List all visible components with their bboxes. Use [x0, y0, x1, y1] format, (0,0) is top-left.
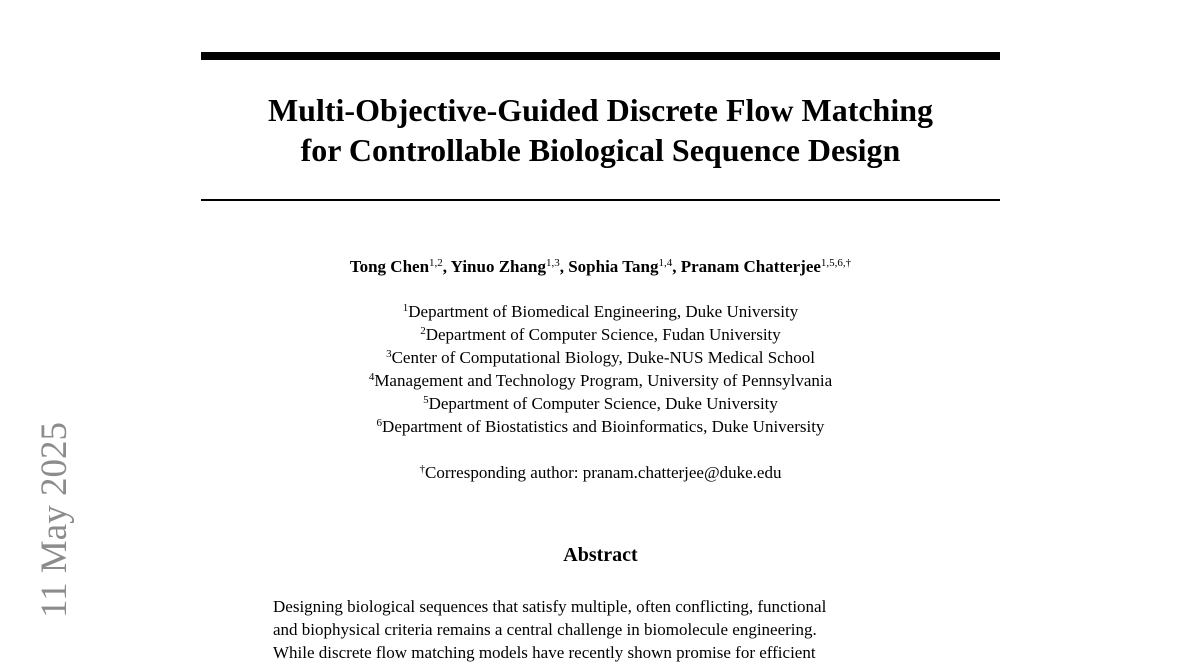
author-affiliation-marks: 1,4	[658, 257, 673, 269]
author-name: Yinuo Zhang	[450, 257, 546, 276]
affiliation-item	[201, 392, 1000, 415]
author	[451, 257, 569, 276]
affiliation-text: Center of Computational Biology, Duke-NUS Medical School	[391, 348, 815, 367]
title-top-rule	[201, 52, 1000, 60]
affiliation-item	[201, 323, 1000, 346]
affiliation-list	[201, 300, 1000, 438]
author-separator: ,	[672, 257, 681, 276]
author	[681, 257, 851, 276]
paper-title	[201, 90, 1000, 170]
author-separator: ,	[559, 257, 569, 276]
author-name: Tong Chen	[349, 257, 430, 276]
author-affiliation-marks: 1,3	[545, 257, 560, 269]
author-name: Pranam Chatterjee	[680, 257, 821, 276]
affiliation-mark: 1	[402, 302, 409, 314]
arxiv-side-stamp	[30, 300, 76, 660]
corresponding-mark: †	[419, 463, 425, 475]
affiliation-text: Department of Computer Science, Fudan University	[425, 325, 781, 344]
abstract-line: While discrete flow matching models have recently shown promise for efficient	[273, 643, 816, 662]
abstract-line: Designing biological sequences that satisfy multiple, often conflicting, functional	[273, 597, 827, 616]
abstract-body	[273, 595, 933, 664]
affiliation-mark: 3	[386, 348, 392, 360]
title-line-1: Multi-Objective-Guided Discrete Flow Matching	[267, 92, 934, 128]
corresponding-author-note	[201, 461, 1000, 484]
affiliation-item	[201, 300, 1000, 323]
affiliation-text: Department of Biomedical Engineering, Duke University	[408, 302, 799, 321]
affiliation-mark: 5	[423, 394, 429, 406]
affiliation-item	[201, 415, 1000, 438]
author-affiliation-marks: 1,5,6,†	[820, 257, 852, 269]
affiliation-item	[201, 346, 1000, 369]
affiliation-mark: 2	[420, 325, 426, 337]
affiliation-item	[201, 369, 1000, 392]
title-bottom-rule	[201, 199, 1000, 201]
author-affiliation-marks: 1,2	[429, 257, 443, 269]
author-name: Sophia Tang	[568, 257, 659, 276]
title-line-2: for Controllable Biological Sequence Design	[300, 132, 901, 168]
arxiv-date: 11 May 2025	[34, 422, 75, 618]
affiliation-text: Department of Biostatistics and Bioinformatics, Duke University	[382, 417, 825, 436]
abstract-heading: Abstract	[563, 544, 638, 566]
affiliation-text: Department of Computer Science, Duke University	[428, 394, 778, 413]
author-list	[201, 256, 1000, 278]
corresponding-text: Corresponding author: pranam.chatterjee@duke.edu	[425, 463, 782, 482]
abstract-line: and biophysical criteria remains a central challenge in biomolecule engineering.	[273, 620, 817, 639]
affiliation-mark: 6	[376, 417, 383, 429]
affiliation-mark: 4	[368, 371, 375, 383]
author	[350, 257, 451, 276]
author-separator: ,	[442, 257, 451, 276]
author	[568, 257, 681, 276]
affiliation-text: Management and Technology Program, University of Pennsylvania	[374, 371, 833, 390]
